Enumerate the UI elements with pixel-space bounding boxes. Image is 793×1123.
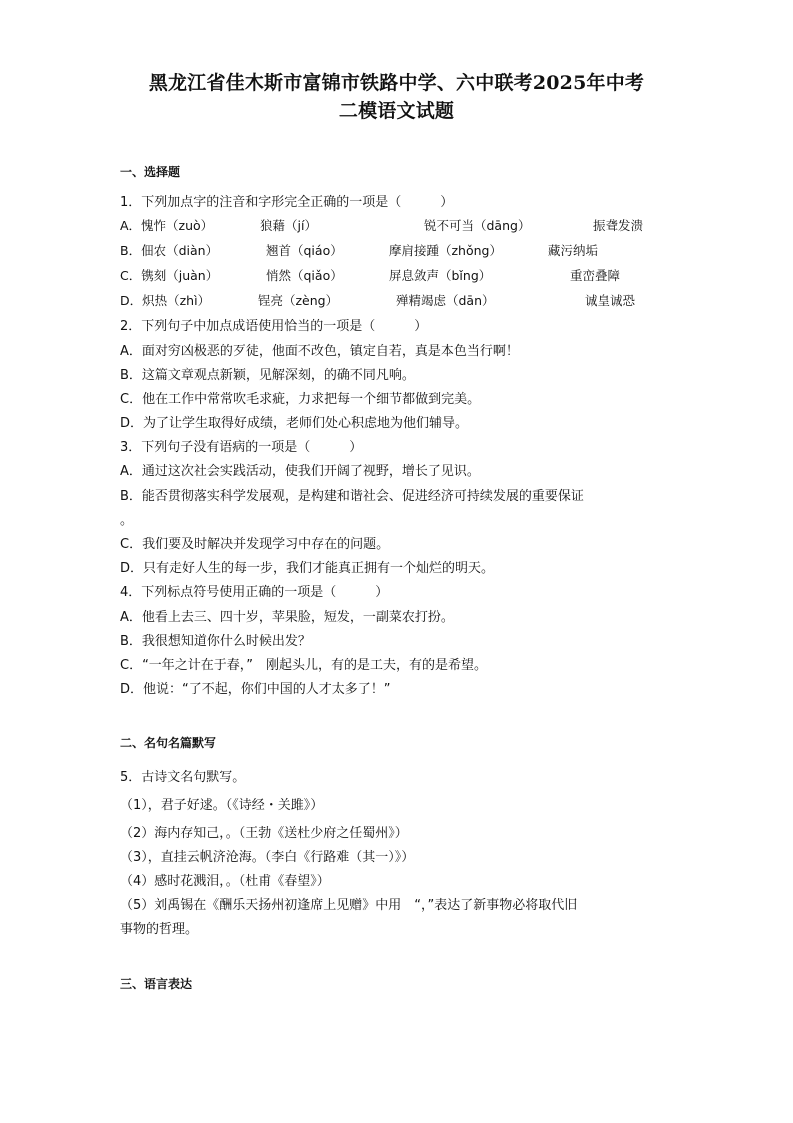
option-a-part-1: A．愧怍（zuò） — [120, 218, 214, 233]
question-2-option-d: D．为了让学生取得好成绩，老师们处心积虑地为他们辅导。 — [120, 416, 469, 431]
option-a-part-4: 振聋发溃 — [593, 218, 644, 233]
option-b-part-3: 摩肩接踵（zhǒng） — [389, 243, 502, 258]
question-5-item-1: （1），君子好逑。（《诗经・关雎》） — [120, 798, 324, 813]
question-5-item-5-continued: 事物的哲理。 — [120, 922, 199, 937]
question-3-option-d: D．只有走好人生的每一步，我们才能真正拥有一个灿烂的明天。 — [120, 561, 495, 576]
question-5-item-4: （4）感时花溅泪，。（杜甫《春望》） — [120, 874, 330, 889]
question-4-option-b: B．我很想知道你什么时候出发？ — [120, 634, 311, 649]
option-b-part-1: B．佃农（diàn） — [120, 243, 219, 258]
option-c-part-2: 悄然（qiǎo） — [266, 268, 343, 283]
option-b-part-2: 翘首（qiáo） — [266, 243, 343, 258]
exam-title-line-2: 二模语文试题 — [338, 100, 455, 122]
option-a-part-3: 锐不可当（dāng） — [424, 218, 531, 233]
question-2-option-c: C．他在工作中常常吹毛求疵，力求把每一个细节都做到完美。 — [120, 392, 481, 407]
question-2-option-b: B．这篇文章观点新颖，见解深刻，的确不同凡响。 — [120, 368, 415, 383]
question-5-item-5: （5）刘禹锡在《酬乐天扬州初逢席上见赠》中用 “，”表达了新事物必将取代旧 — [120, 898, 578, 913]
option-c-part-1: C．镌刻（juàn） — [120, 268, 219, 283]
question-3-option-b: B．能否贯彻落实科学发展观，是构建和谐社会、促进经济可持续发展的重要保证 — [120, 489, 584, 504]
option-c-part-4: 重峦叠障 — [570, 268, 621, 283]
question-2-option-a: A．面对穷凶极恶的歹徒，他面不改色，镇定自若，真是本色当行啊！ — [120, 344, 519, 359]
option-d-part-1: D．炽热（zhì） — [120, 293, 211, 308]
exam-title-line-1: 黑龙江省佳木斯市富锦市铁路中学、六中联考2025年中考 — [148, 72, 645, 94]
question-5-item-3: （3），直挂云帆济沧海。（李白《行路难（其一）》） — [120, 850, 415, 865]
option-d-part-2: 锃亮（zèng） — [258, 293, 339, 308]
option-d-part-3: 殚精竭虑（dān） — [396, 293, 495, 308]
option-a-part-2: 狼藉（jí） — [260, 218, 317, 233]
section-heading-language-expression: 三、语言表达 — [120, 977, 193, 991]
question-3-option-b-continued: 。 — [120, 513, 134, 528]
question-4-stem: 4．下列标点符号使用正确的一项是（ ） — [120, 585, 389, 600]
option-c-part-3: 屏息敛声（bǐng） — [389, 268, 492, 283]
question-2-stem: 2．下列句子中加点成语使用恰当的一项是（ ） — [120, 319, 428, 334]
question-3-option-a: A．通过这次社会实践活动，使我们开阔了视野，增长了见识。 — [120, 464, 480, 479]
question-1-stem: 1．下列加点字的注音和字形完全正确的一项是（ ） — [120, 195, 454, 210]
option-b-part-4: 藏污纳垢 — [548, 243, 599, 258]
question-4-option-c: C．“一年之计在于春，” 刚起头儿，有的是工夫，有的是希望。 — [120, 658, 488, 673]
section-heading-choice: 一、选择题 — [120, 165, 181, 179]
question-5-item-2: （2）海内存知己，。（王勃《送杜少府之任蜀州》） — [120, 826, 408, 841]
question-4-option-a: A．他看上去三、四十岁，苹果脸，短发，一副菜农打扮。 — [120, 610, 454, 625]
option-d-part-4: 诚皇诚恐 — [585, 293, 636, 308]
question-4-option-d: D．他说：“了不起，你们中国的人才太多了！” — [120, 682, 391, 697]
question-3-option-c: C．我们要及时解决并发现学习中存在的问题。 — [120, 537, 390, 552]
section-heading-recitation: 二、名句名篇默写 — [120, 736, 217, 750]
question-5-stem: 5．古诗文名句默写。 — [120, 770, 246, 785]
question-3-stem: 3．下列句子没有语病的一项是（ ） — [120, 440, 363, 455]
